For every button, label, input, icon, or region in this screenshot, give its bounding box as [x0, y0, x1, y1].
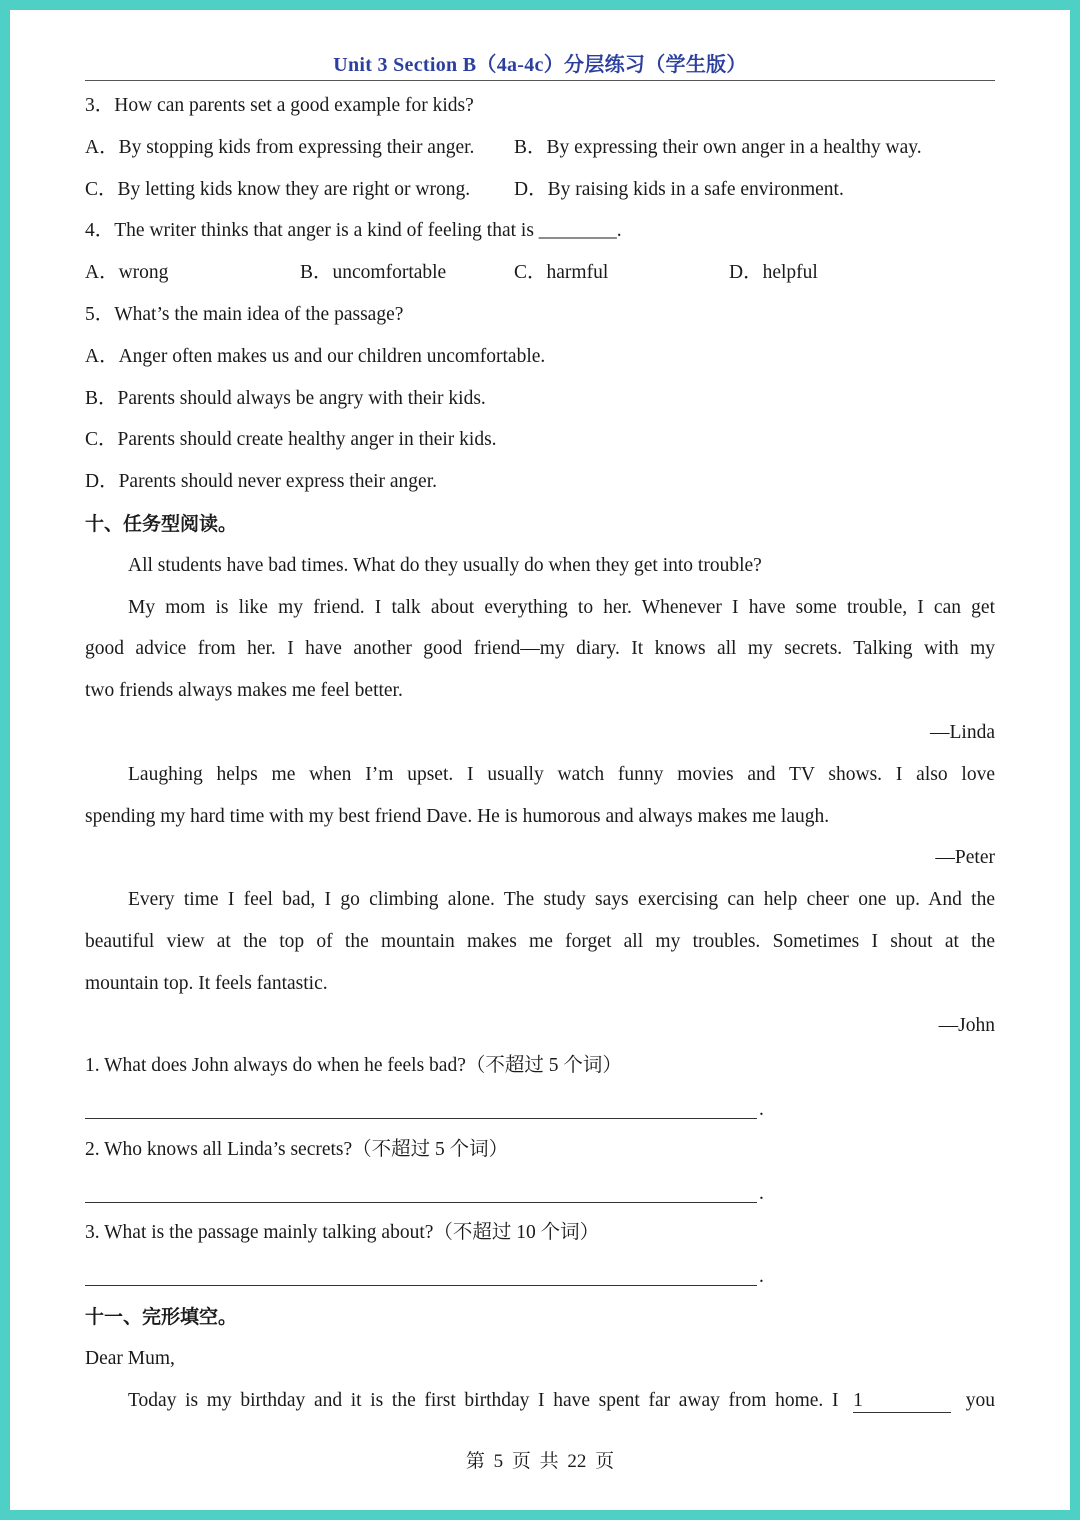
linda-paragraph-line3: two friends always makes me feel better. — [85, 680, 403, 701]
cloze-blank-1[interactable]: 1 — [853, 1390, 951, 1413]
q5-option-c: C．Parents should create healthy anger in their kids. — [85, 429, 497, 450]
passage-intro: All students have bad times. What do they usually do when they get into trouble? — [128, 555, 762, 576]
q3-option-d: D．By raising kids in a safe environment. — [514, 179, 844, 200]
letter-line1-text: Today is my birthday and it is the first birthday I have spent far away from home. I — [128, 1390, 839, 1411]
letter-greeting: Dear Mum, — [85, 1348, 175, 1369]
q4-option-a: A．wrong — [85, 262, 169, 283]
page-number: 第 5 页 共 22 页 — [465, 1451, 615, 1472]
answer-line-1[interactable] — [85, 1118, 757, 1119]
peter-paragraph-line1: Laughing helps me when I’m upset. I usually watch funny movies and TV shows. I also love — [128, 764, 995, 785]
linda-paragraph-line1: My mom is like my friend. I talk about everything to her. Whenever I have some trouble, I can get — [128, 597, 995, 618]
john-paragraph-line3: mountain top. It feels fantastic. — [85, 973, 328, 994]
q5-stem: 5．What’s the main idea of the passage? — [85, 304, 404, 325]
answer-period-3: . — [759, 1266, 764, 1287]
q4-option-d: D．helpful — [729, 262, 818, 283]
john-paragraph-line2: beautiful view at the top of the mountain makes me forget all my troubles. Sometimes I shout at the — [85, 931, 995, 952]
q3-option-a: A．By stopping kids from expressing their anger. — [85, 137, 475, 158]
q4-option-c: C．harmful — [514, 262, 609, 283]
header-divider — [85, 80, 995, 81]
question-1: 1. What does John always do when he feels bad?（不超过 5 个词） — [85, 1055, 622, 1076]
section11-title: 十一、完形填空。 — [85, 1306, 238, 1328]
answer-line-2[interactable] — [85, 1202, 757, 1203]
header-title: Unit 3 Section B（4a-4c）分层练习（学生版） — [333, 54, 747, 76]
letter-line1 — [85, 1389, 995, 1413]
q3-option-c: C．By letting kids know they are right or wrong. — [85, 179, 471, 200]
linda-paragraph-line2: good advice from her. I have another good friend—my diary. It knows all my secrets. Talking with my — [85, 638, 995, 659]
answer-line-3[interactable] — [85, 1285, 757, 1286]
section10-title: 十、任务型阅读。 — [85, 513, 238, 535]
john-signature: —John — [938, 1015, 995, 1036]
q3-option-b: B．By expressing their own anger in a healthy way. — [514, 137, 922, 158]
q5-option-a: A．Anger often makes us and our children uncomfortable. — [85, 346, 546, 367]
q4-stem: 4．The writer thinks that anger is a kind of feeling that is ________. — [85, 220, 622, 241]
answer-period-2: . — [759, 1183, 764, 1204]
answer-period-1: . — [759, 1099, 764, 1120]
john-paragraph-line1: Every time I feel bad, I go climbing alone. The study says exercising can help cheer one up. And the — [128, 889, 995, 910]
peter-paragraph-line2: spending my hard time with my best friend Dave. He is humorous and always makes me laugh. — [85, 806, 830, 827]
letter-line1-after: you — [965, 1390, 996, 1411]
q5-option-b: B．Parents should always be angry with their kids. — [85, 388, 486, 409]
document-page — [10, 10, 1070, 1510]
q3-stem: 3．How can parents set a good example for kids? — [85, 95, 474, 116]
peter-signature: —Peter — [935, 847, 995, 868]
q4-option-b: B．uncomfortable — [300, 262, 447, 283]
q5-option-d: D．Parents should never express their anger. — [85, 471, 437, 492]
question-2: 2. Who knows all Linda’s secrets?（不超过 5 个词） — [85, 1139, 509, 1160]
linda-signature: —Linda — [930, 722, 995, 743]
question-3: 3. What is the passage mainly talking about?（不超过 10 个词） — [85, 1222, 600, 1243]
